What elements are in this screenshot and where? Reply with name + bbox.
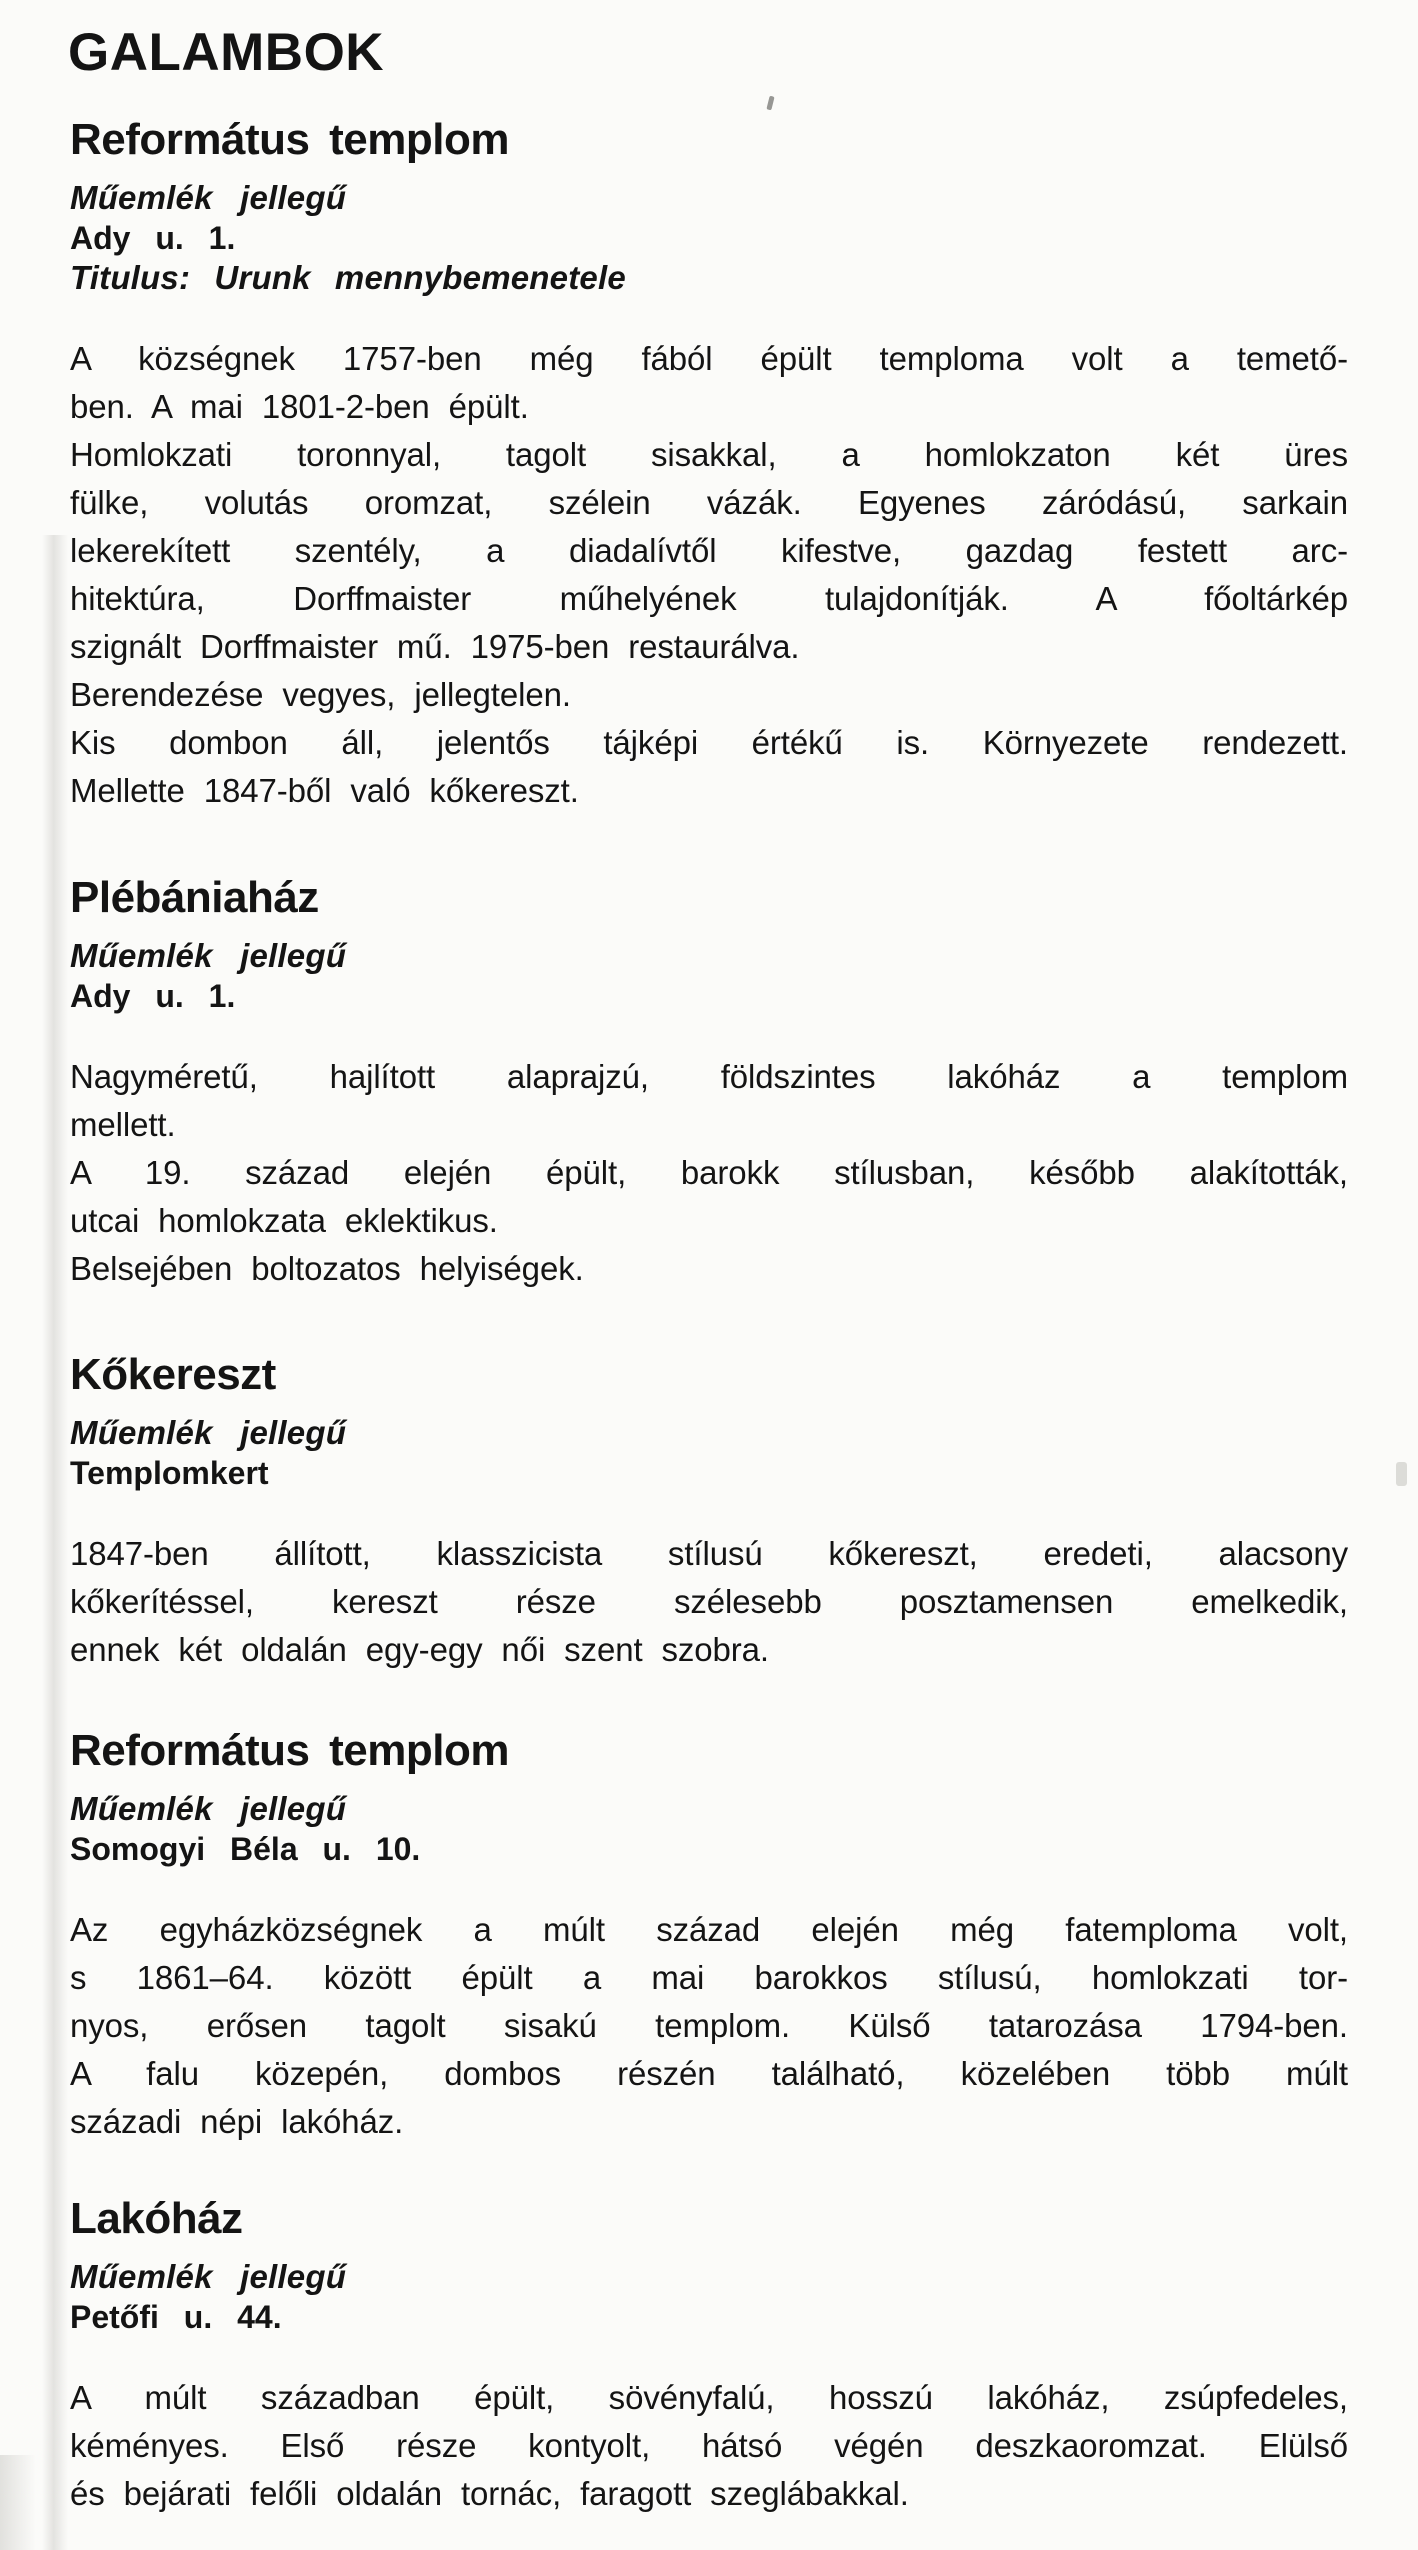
- monument-entry: [70, 1728, 1348, 2146]
- description-line: A községnek 1757-ben még fából épült temploma volt a temető-: [70, 340, 1348, 377]
- description-line: ben. A mai 1801-2-ben épült.: [70, 388, 529, 425]
- designation-line: Műemlék jellegű: [70, 1790, 347, 1827]
- description-line: nyos, erősen tagolt sisakú templom. Külső tatarozása 1794-ben.: [70, 2007, 1348, 2044]
- address-line: Somogyi Béla u. 10.: [70, 1831, 421, 1867]
- description-line: és bejárati felőli oldalán tornác, faragott szeglábakkal.: [70, 2475, 909, 2512]
- monument-entry: [70, 875, 1348, 1293]
- description-line: A múlt században épült, sövényfalú, hosszú lakóház, zsúpfedeles,: [70, 2379, 1348, 2416]
- description-line: Az egyházközségnek a múlt század elején még fatemploma volt,: [70, 1911, 1348, 1948]
- description: [70, 1906, 1348, 2146]
- description: [70, 2374, 1348, 2518]
- monument-entry: [70, 117, 1348, 815]
- description-line: századi népi lakóház.: [70, 2103, 404, 2140]
- description-line: kéményes. Első része kontyolt, hátsó végén deszkaoromzat. Elülső: [70, 2427, 1348, 2464]
- titulus-line: Titulus: Urunk mennybemenetele: [70, 259, 626, 296]
- description-line: Homlokzati toronnyal, tagolt sisakkal, a homlokzaton két üres: [70, 436, 1348, 473]
- address-line: Petőfi u. 44.: [70, 2299, 282, 2335]
- address-line: Ady u. 1.: [70, 978, 236, 1014]
- description-line: utcai homlokzata eklektikus.: [70, 1202, 498, 1239]
- description-line: fülke, volutás oromzat, szélein vázák. Egyenes záródású, sarkain: [70, 484, 1348, 521]
- description-line: A 19. század elején épült, barokk stílusban, később alakították,: [70, 1154, 1348, 1191]
- description-line: Mellette 1847-ből való kőkereszt.: [70, 772, 579, 809]
- book-gutter-shadow: [42, 535, 68, 2550]
- monument-entry: [70, 2196, 1348, 2518]
- designation-line: Műemlék jellegű: [70, 2258, 347, 2295]
- description-line: Berendezése vegyes, jellegtelen.: [70, 676, 571, 713]
- description-line: hitektúra, Dorffmaister műhelyének tulajdonítják. A főoltárkép: [70, 580, 1348, 617]
- scan-edge-shade: [0, 2455, 36, 2550]
- monument-name: Református templom: [70, 1726, 509, 1775]
- description-line: Kis dombon áll, jelentős tájképi értékű is. Környezete rendezett.: [70, 724, 1348, 761]
- description-line: 1847-ben állított, klasszicista stílusú kőkereszt, eredeti, alacsony: [70, 1535, 1348, 1572]
- description-line: Nagyméretű, hajlított alaprajzú, földszintes lakóház a templom: [70, 1058, 1348, 1095]
- monument-name: Lakóház: [70, 2194, 243, 2243]
- designation-line: Műemlék jellegű: [70, 1414, 347, 1451]
- monument-name: Plébániaház: [70, 873, 319, 922]
- description-line: szignált Dorffmaister mű. 1975-ben restaurálva.: [70, 628, 800, 665]
- page-title: GALAMBOK: [68, 23, 385, 82]
- monument-entry: [70, 1352, 1348, 1674]
- scan-speck: [1396, 1462, 1407, 1486]
- description-line: lekerekített szentély, a diadalívtől kifestve, gazdag festett arc-: [70, 532, 1348, 569]
- description-line: kőkerítéssel, kereszt része szélesebb posztamensen emelkedik,: [70, 1583, 1348, 1620]
- designation-line: Műemlék jellegű: [70, 937, 347, 974]
- description-line: s 1861–64. között épült a mai barokkos stílusú, homlokzati tor-: [70, 1959, 1348, 1996]
- scan-speck: [766, 96, 774, 111]
- monument-name: Református templom: [70, 115, 509, 164]
- monument-name: Kőkereszt: [70, 1350, 276, 1399]
- description-line: Belsejében boltozatos helyiségek.: [70, 1250, 584, 1287]
- description: [70, 1053, 1348, 1293]
- description: [70, 335, 1348, 815]
- description-line: A falu közepén, dombos részén található, közelében több múlt: [70, 2055, 1348, 2092]
- address-line: Templomkert: [70, 1455, 269, 1491]
- description-line: ennek két oldalán egy-egy női szent szobra.: [70, 1631, 770, 1668]
- designation-line: Műemlék jellegű: [70, 179, 347, 216]
- description: [70, 1530, 1348, 1674]
- address-line: Ady u. 1.: [70, 220, 236, 256]
- description-line: mellett.: [70, 1106, 176, 1143]
